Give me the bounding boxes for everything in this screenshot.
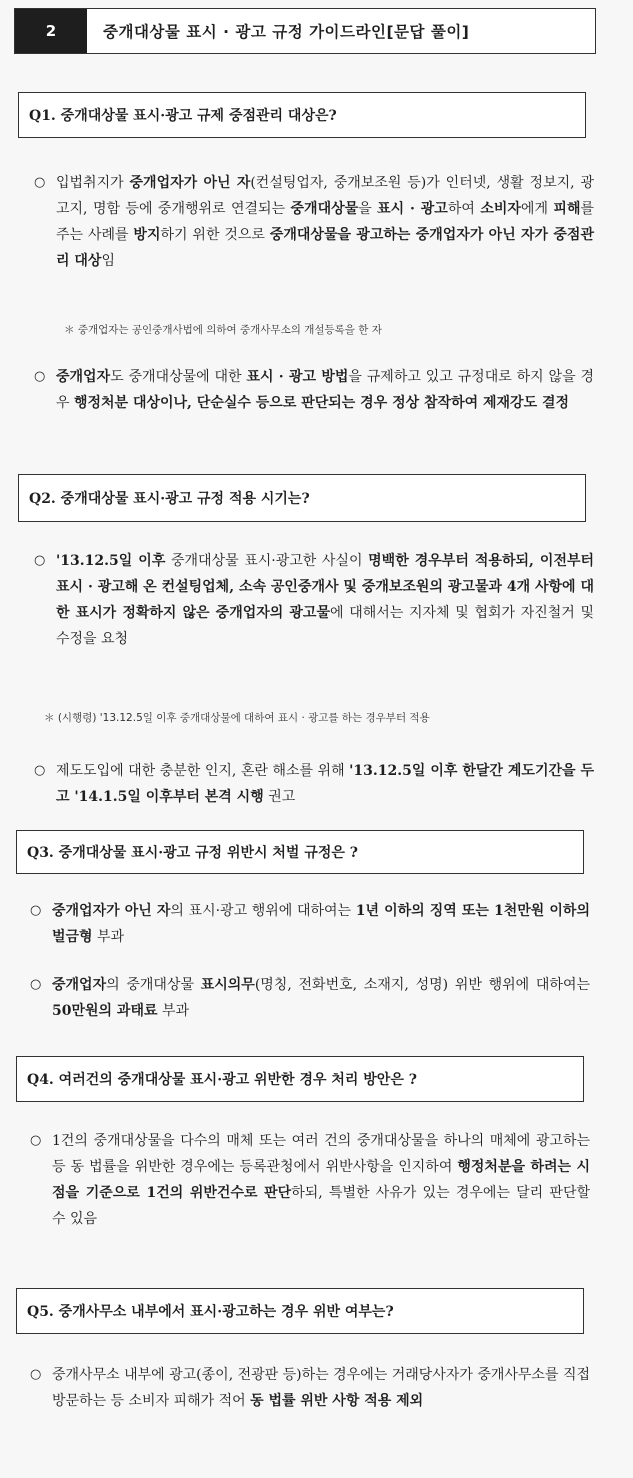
answer-bullet: [30, 898, 590, 950]
answer-bullet: [30, 1128, 590, 1232]
question-box-q2: [18, 474, 586, 522]
answer-bullet: [34, 364, 594, 416]
answer-bullet: [34, 170, 594, 274]
answer-text: 중개업자도 중개대상물에 대한 표시 · 광고 방법을 규제하고 있고 규정대로 하지 않을 경우 행정처분 대상이나, 단순실수 등으로 판단되는 경우 정상 참작하여 제재강도 결정: [56, 369, 594, 411]
footnote: ＊ 중개업자는 공인중개사법에 의하여 중개사무소의 개설등록을 한 자: [64, 324, 382, 336]
section-header: [14, 8, 596, 54]
section-number: 2: [15, 9, 87, 53]
bullet-mark: ○: [30, 977, 42, 992]
answer-text: 제도도입에 대한 충분한 인지, 혼란 해소를 위해 '13.12.5일 이후 한달간 계도기간을 두고 '14.1.5일 이후부터 본격 시행 권고: [56, 763, 594, 805]
footnote: ＊ (시행령) '13.12.5일 이후 중개대상물에 대하여 표시 · 광고를 하는 경우부터 적용: [44, 712, 430, 724]
question-text: Q3. 중개대상물 표시·광고 규정 위반시 처벌 규정은 ?: [27, 845, 358, 861]
answer-text: '13.12.5일 이후 중개대상물 표시·광고한 사실이 명백한 경우부터 적용하되, 이전부터 표시 · 광고해 온 컨설팅업체, 소속 공인중개사 및 중개보조원의 광고물과 4개 사항에 대한 표시가 정확하지 않은 중개업자의 광고물에 대해서는 지자체 및 협회가 자진철거 및 수정을 요청: [56, 553, 595, 647]
question-text: Q1. 중개대상물 표시·광고 규제 중점관리 대상은?: [29, 108, 337, 124]
question-text: Q4. 여러건의 중개대상물 표시·광고 위반한 경우 처리 방안은 ?: [27, 1072, 417, 1088]
bullet-mark: ○: [34, 763, 46, 778]
bullet-mark: ○: [30, 1367, 42, 1382]
question-text: Q2. 중개대상물 표시·광고 규정 적용 시기는?: [29, 491, 310, 507]
question-box-q1: [18, 92, 586, 138]
answer-text: 입법취지가 중개업자가 아닌 자(컨설팅업자, 중개보조원 등)가 인터넷, 생활 정보지, 광고지, 명함 등에 중개행위로 연결되는 중개대상물을 표시 · 광고하여 소비자에게 피해를 주는 사례를 방지하기 위한 것으로 중개대상물을 광고하는 중개업자가 아닌 자가 중점관리 대상임: [56, 175, 595, 269]
question-box-q5: [16, 1288, 584, 1334]
section-title: 중개대상물 표시 · 광고 규정 가이드라인[문답 풀이]: [103, 23, 470, 41]
bullet-mark: ○: [34, 175, 46, 190]
bullet-mark: ○: [30, 903, 42, 918]
question-box-q3: [16, 830, 584, 874]
bullet-mark: ○: [30, 1133, 42, 1148]
answer-text: 중개사무소 내부에 광고(종이, 전광판 등)하는 경우에는 거래당사자가 중개사무소를 직접 방문하는 등 소비자 피해가 적어 동 법률 위반 사항 적용 제외: [52, 1367, 590, 1409]
bullet-mark: ○: [34, 553, 46, 568]
bullet-mark: ○: [34, 369, 46, 384]
answer-bullet: [30, 972, 590, 1024]
question-box-q4: [16, 1056, 584, 1102]
question-text: Q5. 중개사무소 내부에서 표시·광고하는 경우 위반 여부는?: [27, 1304, 394, 1320]
answer-bullet: [30, 1362, 590, 1414]
answer-bullet: [34, 758, 594, 810]
answer-text: 중개업자가 아닌 자의 표시·광고 행위에 대하여는 1년 이하의 징역 또는 1천만원 이하의 벌금형 부과: [52, 903, 590, 945]
answer-text: 1건의 중개대상물을 다수의 매체 또는 여러 건의 중개대상물을 하나의 매체에 광고하는 등 동 법률을 위반한 경우에는 등록관청에서 위반사항을 인지하여 행정처분을 하려는 시점을 기준으로 1건의 위반건수로 판단하되, 특별한 사유가 있는 경우에는 달리 판단할 수 있음: [52, 1133, 590, 1227]
answer-text: 중개업자의 중개대상물 표시의무(명칭, 전화번호, 소재지, 성명) 위반 행위에 대하여는 50만원의 과태료 부과: [52, 977, 590, 1019]
answer-bullet: [34, 548, 594, 652]
